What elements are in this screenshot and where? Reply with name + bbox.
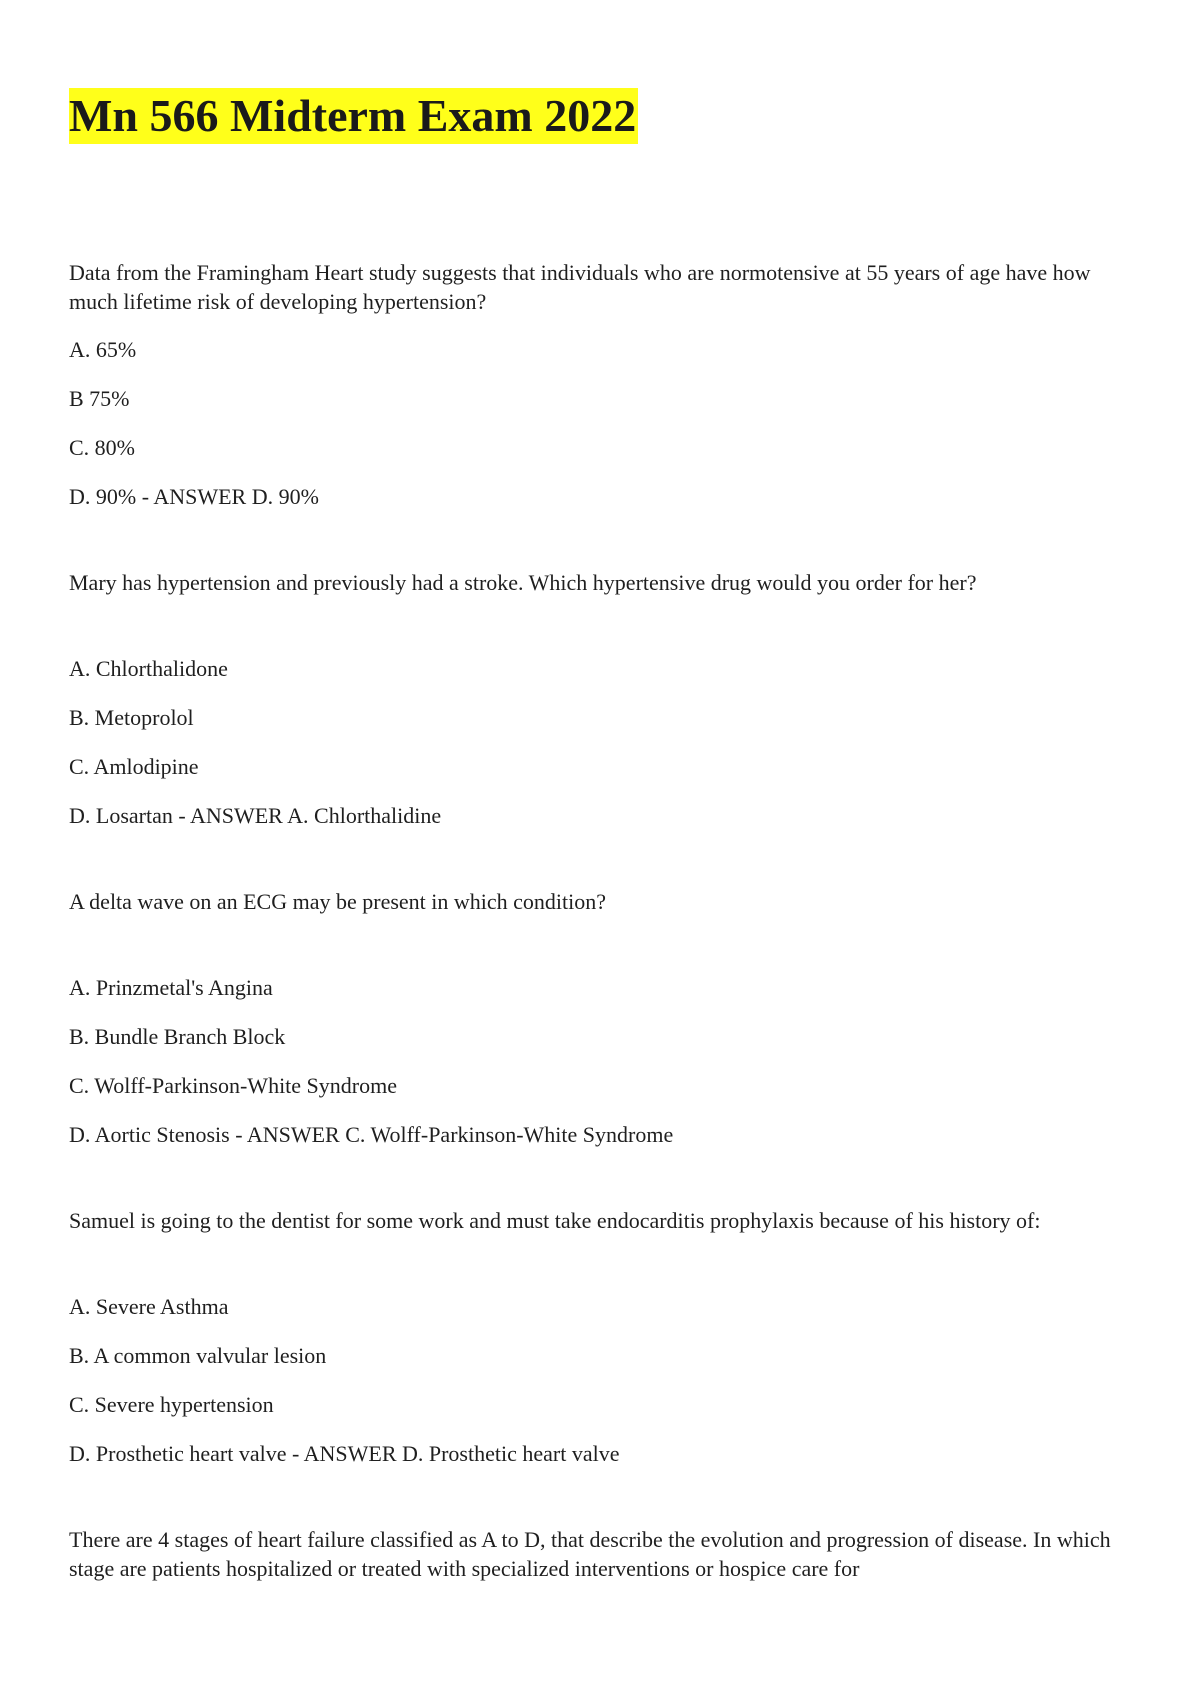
answer-option: B. Metoprolol [69, 705, 194, 730]
answer-option-with-answer: D. Losartan - ANSWER A. Chlorthalidine [69, 803, 442, 828]
question-1 [69, 258, 1139, 511]
question-2 [69, 568, 1139, 830]
answer-option-with-answer: D. 90% - ANSWER D. 90% [69, 484, 319, 509]
question-3 [69, 887, 1139, 1149]
question-text: Samuel is going to the dentist for some work and must take endocarditis prophylaxis because of his history of: [69, 1208, 1041, 1233]
question-text: Mary has hypertension and previously had a stroke. Which hypertensive drug would you order for her? [69, 570, 977, 595]
answer-option: A. Prinzmetal's Angina [69, 975, 273, 1000]
answer-option: C. Amlodipine [69, 754, 199, 779]
answer-option: A. Chlorthalidone [69, 656, 228, 681]
answer-option: C. Severe hypertension [69, 1392, 274, 1417]
answer-option: C. Wolff-Parkinson-White Syndrome [69, 1073, 397, 1098]
document-title: Mn 566 Midterm Exam 2022 [69, 88, 638, 144]
answer-option: B. A common valvular lesion [69, 1343, 327, 1368]
question-5 [69, 1525, 1139, 1583]
answer-option-with-answer: D. Aortic Stenosis - ANSWER C. Wolff-Parkinson-White Syndrome [69, 1122, 674, 1147]
document-header [69, 88, 1129, 144]
answer-option: C. 80% [69, 435, 135, 460]
answer-option: B. Bundle Branch Block [69, 1024, 286, 1049]
question-4 [69, 1206, 1139, 1468]
answer-option-with-answer: D. Prosthetic heart valve - ANSWER D. Prosthetic heart valve [69, 1441, 620, 1466]
document-body [69, 258, 1139, 1602]
answer-option: B 75% [69, 386, 130, 411]
question-text: A delta wave on an ECG may be present in which condition? [69, 889, 607, 914]
question-text: Data from the Framingham Heart study suggests that individuals who are normotensive at 55 years of age have how much lifetime risk of developing hypertension? [69, 260, 1091, 314]
answer-option: A. 65% [69, 337, 137, 362]
question-text: There are 4 stages of heart failure classified as A to D, that describe the evolution and progression of disease. In which stage are patients hospitalized or treated with specialized interventions or hospice care for [69, 1527, 1111, 1581]
answer-option: A. Severe Asthma [69, 1294, 229, 1319]
